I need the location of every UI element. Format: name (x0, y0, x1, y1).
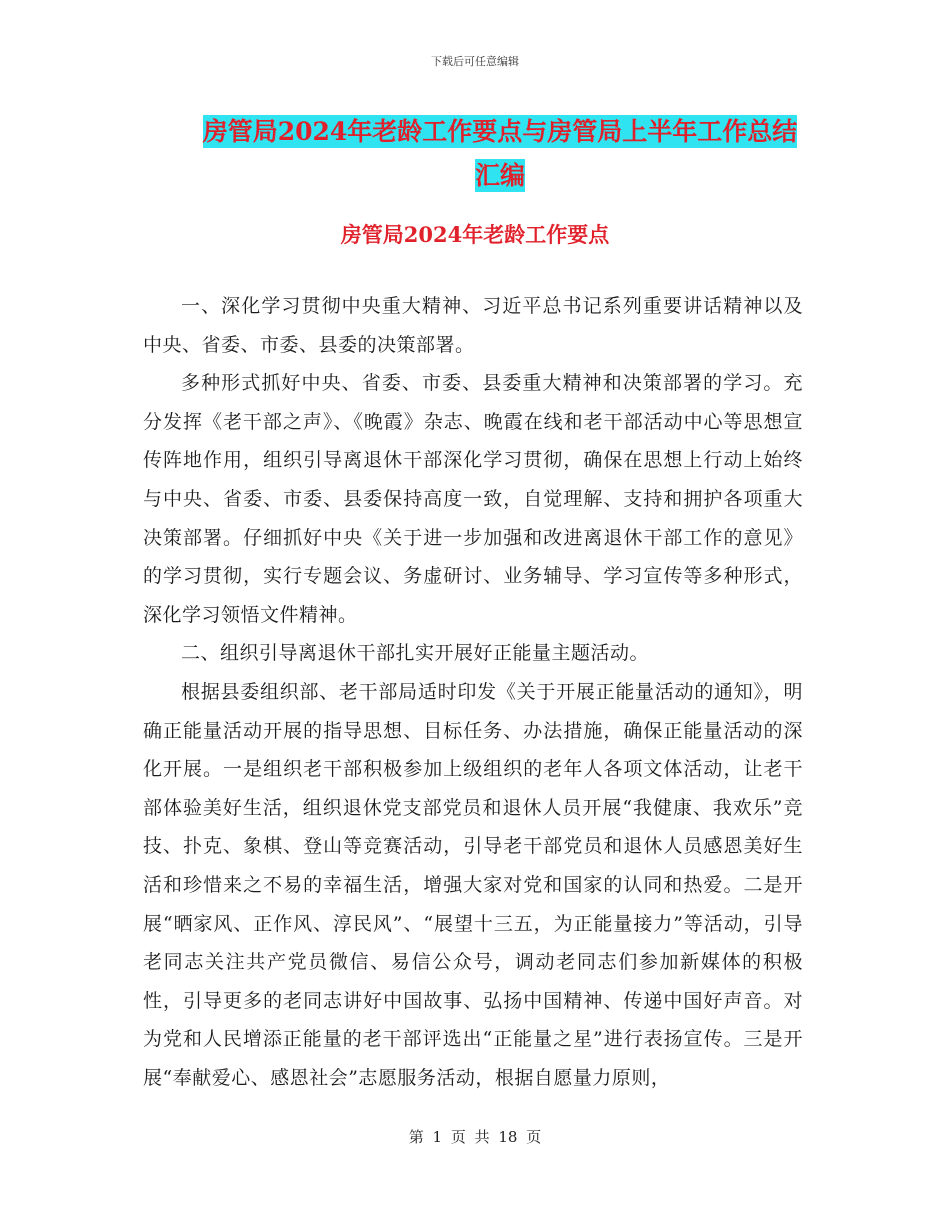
document-title (140, 110, 860, 198)
paragraph: 多种形式抓好中央、省委、市委、县委重大精神和决策部署的学习。充分发挥《老干部之声》、《晚霞》杂志、晚霞在线和老干部活动中心等思想宣传阵地作用，组织引导离退休干部深化学习贯彻，确保在思想上行动上始终与中央、省委、市委、县委保持高度一致，自觉理解、支持和拥护各项重大决策部署。仔细抓好中央《关于进一步加强和改进离退休干部工作的意见》的学习贯彻，实行专题会议、务虚研讨、业务辅导、学习宣传等多种形式，深化学习领悟文件精神。 (143, 372, 803, 626)
page-footer: 第 1 页 共 18 页 (408, 1128, 542, 1146)
title-line-1: 房管局2024年老龄工作要点与房管局上半年工作总结 (202, 117, 798, 146)
paragraph: 二、组织引导离退休干部扎实开展好正能量主题活动。 (181, 642, 650, 665)
header-note: 下载后可任意编辑 (431, 55, 519, 68)
paragraph: 一、深化学习贯彻中央重大精神、习近平总书记系列重要讲话精神以及中央、省委、市委、县委的决策部署。 (143, 295, 803, 356)
title-line-2: 汇编 (474, 161, 525, 190)
paragraph: 根据县委组织部、老干部局适时印发《关于开展正能量活动的通知》，明确正能量活动开展的指导思想、目标任务、办法措施，确保正能量活动的深化开展。一是组织老干部积极参加上级组织的老年人各项文体活动，让老干部体验美好生活，组织退休党支部党员和退休人员开展“我健康、我欢乐”竞技、扑克、象棋、登山等竞赛活动，引导老干部党员和退休人员感恩美好生活和珍惜来之不易的幸福生活，增强大家对党和国家的认同和热爱。二是开展“晒家风、正作风、淳民风”、“展望十三五，为正能量接力”等活动，引导老同志关注共产党员微信、易信公众号，调动老同志们参加新媒体的积极性，引导更多的老同志讲好中国故事、弘扬中国精神、传递中国好声音。对为党和人民增添正能量的老干部评选出“正能量之星”进行表扬宣传。三是开展“奉献爱心、感恩社会”志愿服务活动，根据自愿量力原则， (143, 680, 803, 1089)
section-title: 房管局2024年老龄工作要点 (340, 222, 610, 247)
document-body (143, 287, 803, 1097)
